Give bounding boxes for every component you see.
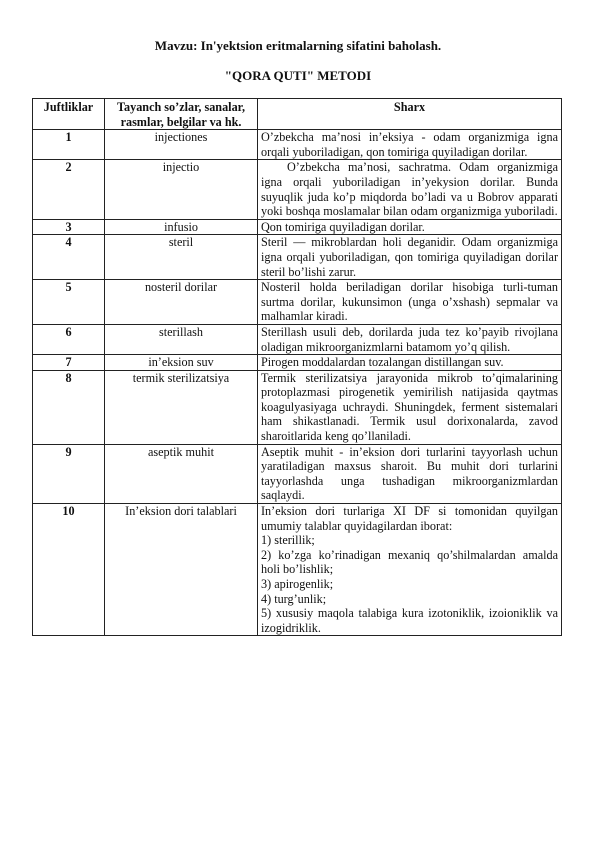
row-description: Sterillash usuli deb, dorilarda juda tez ko’payib rivojlana oladigan mikroorganizmlarni batamom yo’q qilish. [258,324,562,354]
row-number: 1 [33,130,105,160]
document-topic: Mavzu: In'yektsion eritmalarning sifatini baholash. [154,38,442,53]
row-description: Pirogen moddalardan tozalangan distillangan suv. [258,355,562,371]
table-row [33,219,562,235]
row-term: injectio [105,160,258,219]
method-title: "QORA QUTI" METODI [224,68,372,83]
row-number: 10 [33,504,105,636]
requirement-item: 4) turg’unlik; [261,591,327,606]
row-number: 6 [33,324,105,354]
row-description: Qon tomiriga quyiladigan dorilar. [258,219,562,235]
row-number: 9 [33,444,105,503]
row-term: in’eksion suv [105,355,258,371]
row-number: 5 [33,280,105,325]
requirement-item: 3) apirogenlik; [261,577,334,591]
row-term: injectiones [105,130,258,160]
table-row [33,355,562,371]
row-description: O’zbekcha ma’nosi, sachratma. Odam organizmiga igna orqali yuboriladigan in’yekysion dorilar. Bunda suyuqlik juda ko’p miqdorda bo’ladi va u Bobrov apparati yoki boshqa moslamalar bilan odam organizmiga yuboriladi. [258,160,562,219]
row-number: 3 [33,219,105,235]
column-header-commentary: Sharx [258,99,562,130]
row-term: In’eksion dori talablari [105,504,258,636]
row-number: 2 [33,160,105,219]
row-term: termik sterilizatsiya [105,370,258,444]
table-row [33,235,562,280]
row-description: Aseptik muhit - in’eksion dori turlarini tayyorlash uchun yaratiladigan maxsus sharoit. Bu muhit dori turlarini tayyorlashda unga tushadigan mikroorganizmlardan saqlaydi. [258,444,562,503]
row-term: steril [105,235,258,280]
row-number: 7 [33,355,105,371]
table-header-row [33,99,562,130]
column-header-pairs: Juftliklar [33,99,105,130]
requirement-item: 2) ko’zga ko’rinadigan mexaniq qo’shilmalardan amalda holi bo’lishlik; [261,547,558,577]
table-row [33,370,562,444]
row-description: Nosteril holda beriladigan dorilar hisobiga turli-tuman surtma dorilar, kukunsimon (unga o’xshash) sepmalar va malhamlar kiradi. [258,280,562,325]
row-term: aseptik muhit [105,444,258,503]
requirements-intro: In’eksion dori turlariga XI DF si tomonidan quyilgan umumiy talablar quyidagilardan iborat: [261,504,558,533]
row-description [258,504,562,636]
row-description: Termik sterilizatsiya jarayonida mikrob to’qimalarining protoplazmasi pirogenetik yemirilish natijasida qaytmas koagulyasiyaga uchraydi. Shuningdek, ferment sistemalari ham shikastlanadi. Termik usul dorixonalarda, zavod sharoitlarida keng qo’llaniladi. [258,370,562,444]
table-row [33,130,562,160]
glossary-table [32,98,562,636]
column-header-keywords: Tayanch so’zlar, sanalar, rasmlar, belgilar va hk. [105,99,258,130]
table-row [33,280,562,325]
table-row [33,504,562,636]
requirement-item: 1) sterillik; [261,533,315,548]
row-number: 4 [33,235,105,280]
row-number: 8 [33,370,105,444]
table-row [33,324,562,354]
row-term: sterillash [105,324,258,354]
row-description: Steril — mikroblardan holi deganidir. Odam organizmiga igna orqali yuboriladigan, qon tomiriga quyiladigan dorilar steril bo’lishi zarur. [258,235,562,280]
row-term: nosteril dorilar [105,280,258,325]
requirement-item: 5) xususiy maqola talabiga kura izotoniklik, izoioniklik va izogidriklik. [261,606,558,635]
row-description: O’zbekcha ma’nosi in’eksiya - odam organizmiga igna orqali yuboriladigan, qon tomiriga quyiladigan dorilar. [258,130,562,160]
table-row [33,160,562,219]
row-term: infusio [105,219,258,235]
table-row [33,444,562,503]
